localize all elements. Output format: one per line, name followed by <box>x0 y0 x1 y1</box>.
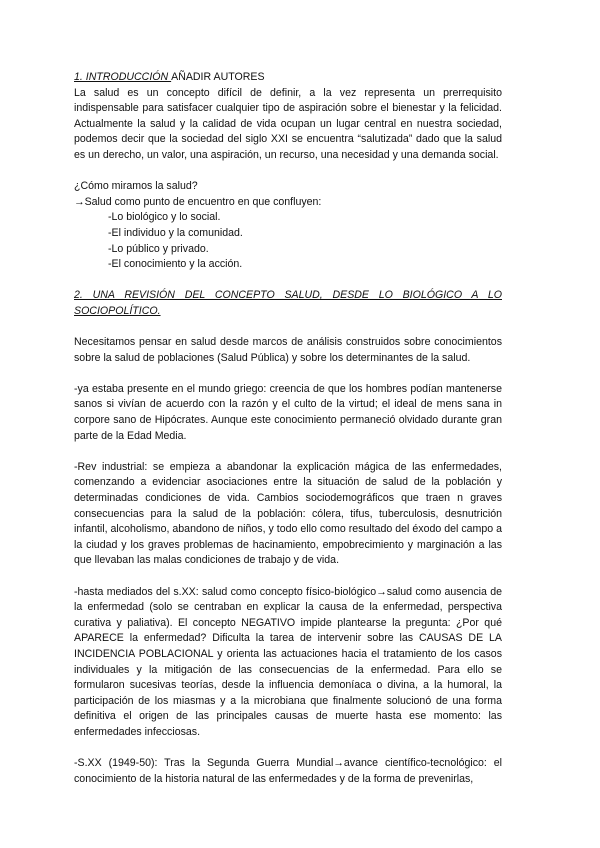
section-2-heading-line-2: SOCIOPOLÍTICO. <box>74 304 161 317</box>
paragraph: -ya estaba presente en el mundo griego: creencia de que los hombres podían mantenerse sanos si vivían de acuerdo con la razón y el culto de la virtud; el ideal de mens sana in corpore sano de Hipócrates. Aunque este conocimiento permaneció olvidado durante gran parte de la Edad Media. <box>74 382 502 442</box>
question-line: ¿Cómo miramos la salud? <box>74 180 198 193</box>
spacer <box>74 366 502 382</box>
spacer <box>74 444 502 460</box>
section-1-note: AÑADIR AUTORES <box>171 71 265 83</box>
list-item: -El conocimiento y la acción. <box>108 258 243 271</box>
confluence-list <box>74 210 502 272</box>
spacer <box>74 273 502 289</box>
list-item: -Lo biológico y lo social. <box>108 211 221 224</box>
paragraph: -S.XX (1949-50): Tras la Segunda Guerra Mundial→avance científico-tecnológico: el conocimiento de la historia natural de las enfermedades y de la forma de prevenirlas, <box>74 757 502 785</box>
section-1-title: 1. INTRODUCCIÓN <box>74 71 172 83</box>
section-1-heading <box>74 70 502 86</box>
intro-paragraph: La salud es un concepto difícil de definir, a la vez representa un prerrequisito indispensable para satisfacer cualquier tipo de aspiración sobre el bienestar y la felicidad. Actualmente la salud y la calidad de vida ocupan un lugar central en nuestra sociedad, podemos decir que la sociedad del siglo XXI se encuentra “salutizada” dado que la salud es un derecho, un valor, una aspiración, un recurso, una necesidad y una demanda social. <box>74 86 502 161</box>
list-item: -El individuo y la comunidad. <box>108 226 243 239</box>
list-item: -Lo público y privado. <box>108 242 209 255</box>
paragraph: -hasta mediados del s.XX: salud como concepto físico-biológico→salud como ausencia de la enfermedad (solo se centraban en explicar la causa de la enfermedad, perspectiva curativa y paliativa). El concepto NEGATIVO impide plantearse la pregunta: ¿Por qué APARECE la enfermedad? Dificulta la tarea de intervenir sobre las CAUSAS DE LA INCIDENCIA POBLACIONAL y orienta las actuaciones hacia el tratamiento de los casos individuales y la mitigación de las consecuencias de la enfermedad. Para ello se formularon sucesivas teorías, desde la influencia demoníaca o divina, a la humoral, la participación de los miasmas y a la microbiana que finalmente solucionó de una forma definitiva el origen de las principales causas de muerte hasta ese momento: las enfermedades infecciosas. <box>74 585 502 738</box>
spacer <box>74 569 502 585</box>
spacer <box>74 741 502 757</box>
spacer <box>74 164 502 180</box>
paragraph: Necesitamos pensar en salud desde marcos de análisis construidos sobre conocimientos sobre la salud de poblaciones (Salud Pública) y sobre los determinantes de la salud. <box>74 336 502 364</box>
arrow-line: →Salud como punto de encuentro en que confluyen: <box>74 195 322 208</box>
section-2-heading-line-1: 2. UNA REVISIÓN DEL CONCEPTO SALUD, DESDE LO BIOLÓGICO A LO <box>74 289 502 302</box>
paragraph: -Rev industrial: se empieza a abandonar la explicación mágica de las enfermedades, comenzando a evidenciar asociaciones entre la situación de salud de la población y determinadas condiciones de vida. Cambios sociodemográficos que traen n graves consecuencias para la salud de la población: cólera, tifus, tuberculosis, desnutrición infantil, alcoholismo, abandono de niños, y todo ello como resultado del éxodo del campo a la ciudad y los graves problemas de hacinamiento, empobrecimiento y marginación a las que llevaban las malas condiciones de trabajo y de vida. <box>74 460 502 567</box>
